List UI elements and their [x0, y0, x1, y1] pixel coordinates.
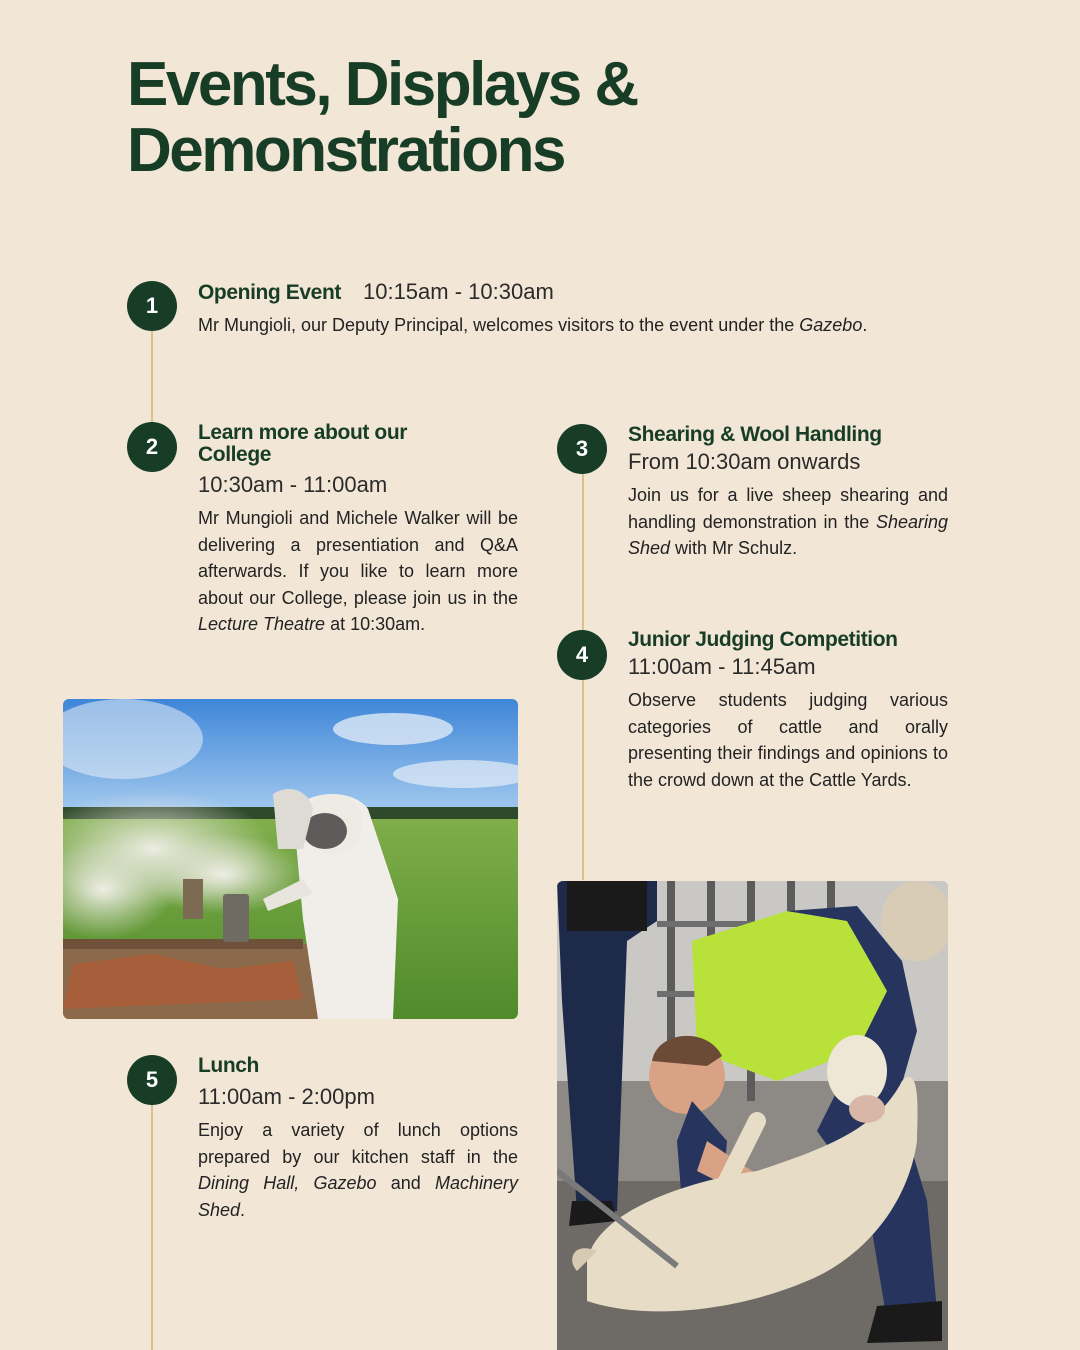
- event-description: Mr Mungioli, our Deputy Principal, welcomes visitors to the event under the Gazebo.: [198, 315, 868, 335]
- timeline-line-left-top: [151, 330, 153, 422]
- sheep-shearing-photo: [557, 881, 948, 1350]
- page-title: [127, 52, 827, 184]
- event-title: Opening Event: [198, 281, 341, 304]
- event-time: 11:00am - 2:00pm: [198, 1084, 375, 1109]
- event-shearing: [628, 424, 948, 562]
- step-badge-5: 5: [127, 1055, 177, 1105]
- event-description: Mr Mungioli and Michele Walker will be delivering a presentiation and Q&A afterwards. If you like to learn more about our College, please join us in the Lecture Theatre at 10:30am.: [198, 508, 518, 634]
- event-time: From 10:30am onwards: [628, 449, 861, 474]
- page-title-line2: Demonstrations: [127, 116, 564, 185]
- event-lunch: [198, 1055, 518, 1223]
- event-title: Junior Judging Competition: [628, 628, 898, 651]
- event-junior-judging: [628, 629, 948, 793]
- step-badge-4: 4: [557, 630, 607, 680]
- beekeeping-photo: [63, 699, 518, 1019]
- event-time: 10:15am - 10:30am: [362, 279, 554, 304]
- event-title: Lunch: [198, 1054, 259, 1077]
- step-badge-3: 3: [557, 424, 607, 474]
- event-description: Enjoy a variety of lunch options prepared by our kitchen staff in the Dining Hall, Gazebo and Machinery Shed.: [198, 1120, 518, 1220]
- step-badge-2: 2: [127, 422, 177, 472]
- event-description: Join us for a live sheep shearing and handling demonstration in the Shearing Shed with Mr Schulz.: [628, 485, 948, 558]
- event-time: 11:00am - 11:45am: [628, 654, 816, 679]
- timeline-line-left-bottom: [151, 1104, 153, 1350]
- page-title-line1: Events, Displays &: [127, 50, 637, 119]
- event-opening: [198, 278, 942, 339]
- step-badge-1: 1: [127, 281, 177, 331]
- event-title: Learn more about our College: [198, 421, 408, 466]
- event-description: Observe students judging various categories of cattle and orally presenting their findings and opinions to the crowd down at the Cattle Yards.: [628, 690, 948, 790]
- event-time: 10:30am - 11:00am: [198, 472, 388, 497]
- event-learn-about-college: [198, 422, 518, 638]
- event-title: Shearing & Wool Handling: [628, 423, 882, 446]
